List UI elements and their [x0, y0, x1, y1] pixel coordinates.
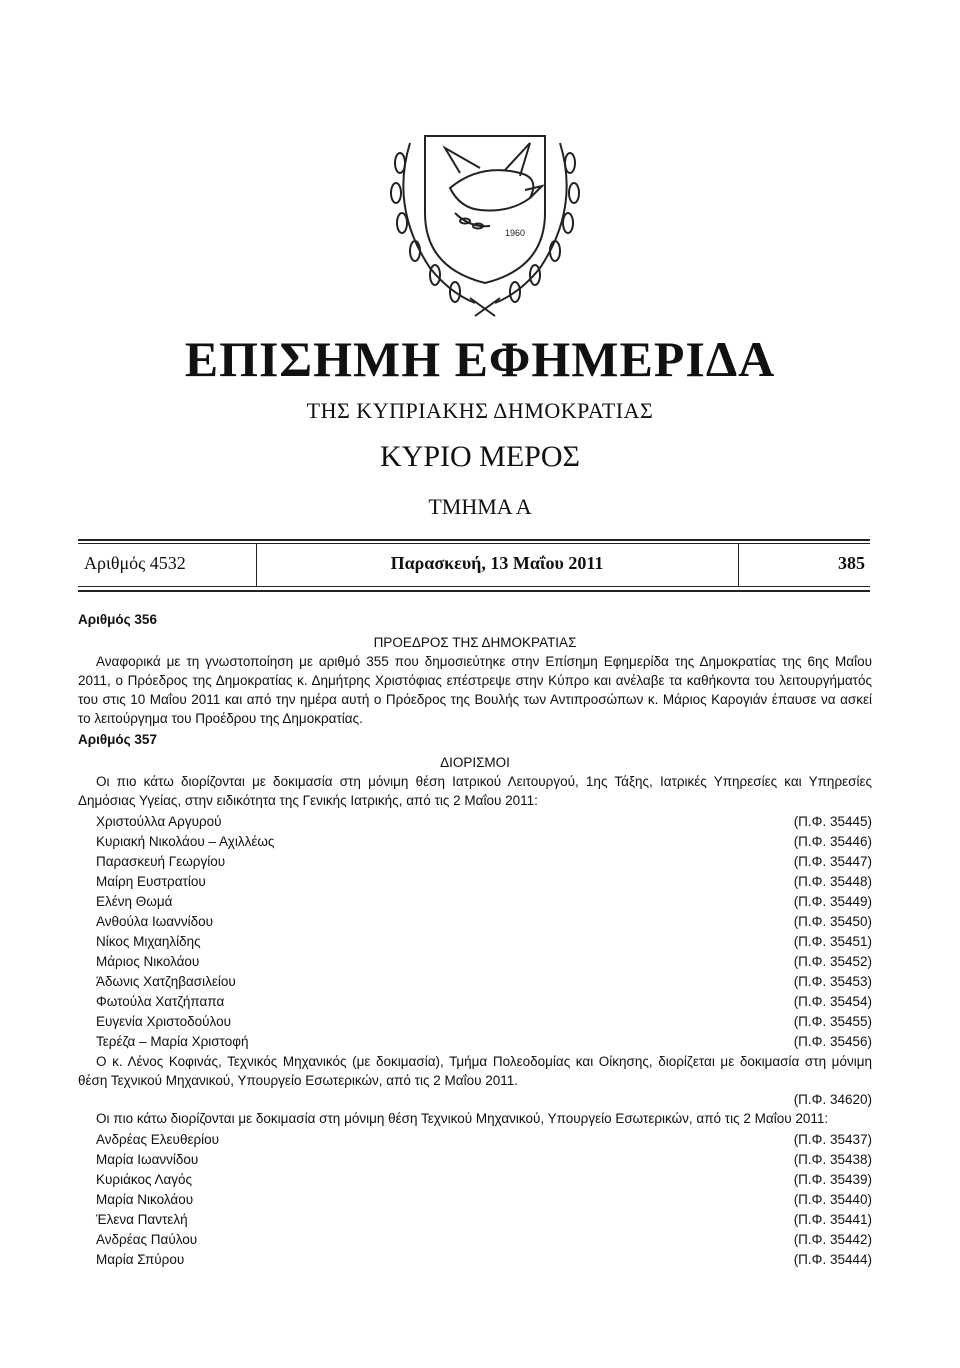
- list-item: [78, 1210, 872, 1230]
- notice-356-text: Αναφορικά με τη γνωστοποίηση με αριθμό 355 που δημοσιεύτηκε στην Επίσημη Εφημερίδα της Δημοκρατίας της 6ης Μαΐου 2011, ο Πρόεδρος της Δημοκρατίας κ. Δημήτρης Χριστόφιας επέστρεψε στην Κύπρο και ανέλαβε τα καθήκοντα του λειτουργήματός του στις 10 Μαΐου 2011 και από την ημέρα αυτή ο Πρόεδρος της Βουλής των Αντιπροσώπων κ. Μάριος Καρογιάν έπαυσε να ασκεί το λειτούργημα του Προέδρου της Δημοκρατίας.: [78, 654, 872, 726]
- appointee-name: Άδωνις Χατζηβασιλείου: [96, 974, 236, 989]
- list-item: [78, 1170, 872, 1190]
- appointee-reg: (Π.Φ. 35452): [793, 954, 872, 969]
- emblem-year: 1960: [505, 228, 526, 238]
- list-item: [78, 852, 872, 872]
- appointee-reg: (Π.Φ. 35444): [793, 1252, 872, 1267]
- notice-357-intro: Οι πιο κάτω διορίζονται με δοκιμασία στη μόνιμη θέση Ιατρικού Λειτουργού, 1ης Τάξης, Ιατρικές Υπηρεσίες και Υπηρεσίες Δημόσιας Υγείας, στην ειδικότητα της Γενικής Ιατρικής, από τις 2 Μαΐου 2011:: [78, 774, 872, 808]
- appointee-reg: (Π.Φ. 35441): [793, 1212, 872, 1227]
- header-bottom-rule: [78, 586, 870, 587]
- appointee-reg: (Π.Φ. 35451): [793, 934, 872, 949]
- appointee-name: Μαρία Σπύρου: [96, 1252, 185, 1267]
- list-item: [78, 952, 872, 972]
- appointee-name: Κυριάκος Λαγός: [96, 1172, 193, 1187]
- appointee-reg: (Π.Φ. 35449): [793, 894, 872, 909]
- issue-number: Αριθμός 4532: [84, 553, 186, 573]
- page-number: 385: [838, 553, 865, 573]
- appointees-list-1: [78, 812, 872, 1052]
- list-item: [78, 972, 872, 992]
- appointee-reg: (Π.Φ. 35450): [793, 914, 872, 929]
- notice-357-paragraph-2-reg: (Π.Φ. 34620): [793, 1092, 872, 1107]
- list-item: [78, 872, 872, 892]
- cyprus-coat-of-arms-icon: [370, 118, 600, 318]
- appointee-reg: (Π.Φ. 35456): [793, 1034, 872, 1049]
- header-divider-right: [738, 544, 739, 586]
- header-top-rule: [78, 539, 870, 541]
- appointee-name: Κυριακή Νικολάου – Αχιλλέως: [96, 834, 275, 849]
- appointee-name: Φωτούλα Χατζήπαπα: [96, 994, 225, 1009]
- issue-date: Παρασκευή, 13 Μαΐου 2011: [390, 553, 604, 573]
- appointee-reg: (Π.Φ. 35442): [793, 1232, 872, 1247]
- gazette-subtitle: ΤΗΣ ΚΥΠΡΙΑΚΗΣ ΔΗΜΟΚΡΑΤΙΑΣ: [306, 398, 654, 423]
- appointee-name: Έλενα Παντελή: [96, 1212, 188, 1227]
- appointee-reg: (Π.Φ. 35446): [793, 834, 872, 849]
- list-item: [78, 892, 872, 912]
- appointee-name: Μάριος Νικολάου: [96, 954, 200, 969]
- appointee-reg: (Π.Φ. 35448): [793, 874, 872, 889]
- gazette-title: ΕΠΙΣΗΜΗ ΕΦΗΜΕΡΙΔΑ: [184, 331, 776, 387]
- appointee-name: Μαρία Ιωαννίδου: [96, 1152, 199, 1167]
- list-item: [78, 912, 872, 932]
- appointees-list-2: [78, 1130, 872, 1270]
- appointee-reg: (Π.Φ. 35453): [793, 974, 872, 989]
- appointee-reg: (Π.Φ. 35438): [793, 1152, 872, 1167]
- appointee-reg: (Π.Φ. 35437): [793, 1132, 872, 1147]
- list-item: [78, 992, 872, 1012]
- appointee-name: Ευγενία Χριστοδούλου: [96, 1014, 231, 1029]
- header-bottom-rule-thick: [78, 590, 870, 592]
- appointee-name: Νίκος Μιχαηλίδης: [96, 934, 201, 949]
- appointee-name: Παρασκευή Γεωργίου: [96, 854, 226, 869]
- appointee-name: Μαρία Νικολάου: [96, 1192, 194, 1207]
- notice-357-paragraph-2: Ο κ. Λένος Κοφινάς, Τεχνικός Μηχανικός (με δοκιμασία), Τμήμα Πολεοδομίας και Οίκησης, διορίζεται με δοκιμασία στη μόνιμη θέση Τεχνικού Μηχανικού, Υπουργείο Εσωτερικών, από τις 2 Μαΐου 2011.: [78, 1054, 872, 1088]
- appointee-name: Μαίρη Ευστρατίου: [96, 874, 206, 889]
- list-item: [78, 1250, 872, 1270]
- list-item: [78, 1150, 872, 1170]
- appointee-reg: (Π.Φ. 35439): [793, 1172, 872, 1187]
- appointee-name: Τερέζα – Μαρία Χριστοφή: [96, 1034, 249, 1049]
- notice-357-paragraph-3: Οι πιο κάτω διορίζονται με δοκιμασία στη μόνιμη θέση Τεχνικού Μηχανικού, Υπουργείο Εσωτερικών, από τις 2 Μαΐου 2011:: [96, 1111, 829, 1126]
- list-item: [78, 932, 872, 952]
- appointee-name: Ανθούλα Ιωαννίδου: [96, 914, 214, 929]
- list-item: [78, 812, 872, 832]
- appointee-reg: (Π.Φ. 35455): [793, 1014, 872, 1029]
- list-item: [78, 832, 872, 852]
- notice-356-heading: ΠΡΟΕΔΡΟΣ ΤΗΣ ΔΗΜΟΚΡΑΤΙΑΣ: [373, 635, 577, 650]
- appointee-name: Χριστούλλα Αργυρού: [96, 814, 222, 829]
- list-item: [78, 1190, 872, 1210]
- notice-356-number: Αριθμός 356: [78, 612, 157, 627]
- appointee-reg: (Π.Φ. 35440): [793, 1192, 872, 1207]
- list-item: [78, 1032, 872, 1052]
- appointee-name: Ανδρέας Ελευθερίου: [96, 1132, 220, 1147]
- list-item: [78, 1230, 872, 1250]
- appointee-name: Ανδρέας Παύλου: [96, 1232, 198, 1247]
- gazette-body: [78, 610, 872, 1270]
- list-item: [78, 1012, 872, 1032]
- notice-357-number: Αριθμός 357: [78, 732, 157, 747]
- appointee-name: Ελένη Θωμά: [96, 894, 173, 909]
- gazette-section: ΤΜΗΜΑ Α: [428, 494, 532, 519]
- appointee-reg: (Π.Φ. 35454): [793, 994, 872, 1009]
- header-top-rule-thin: [78, 543, 870, 544]
- appointee-reg: (Π.Φ. 35445): [793, 814, 872, 829]
- gazette-part: ΚΥΡΙΟ ΜΕΡΟΣ: [380, 440, 580, 473]
- appointee-reg: (Π.Φ. 35447): [793, 854, 872, 869]
- list-item: [78, 1130, 872, 1150]
- notice-357-heading: ΔΙΟΡΙΣΜΟΙ: [440, 755, 510, 770]
